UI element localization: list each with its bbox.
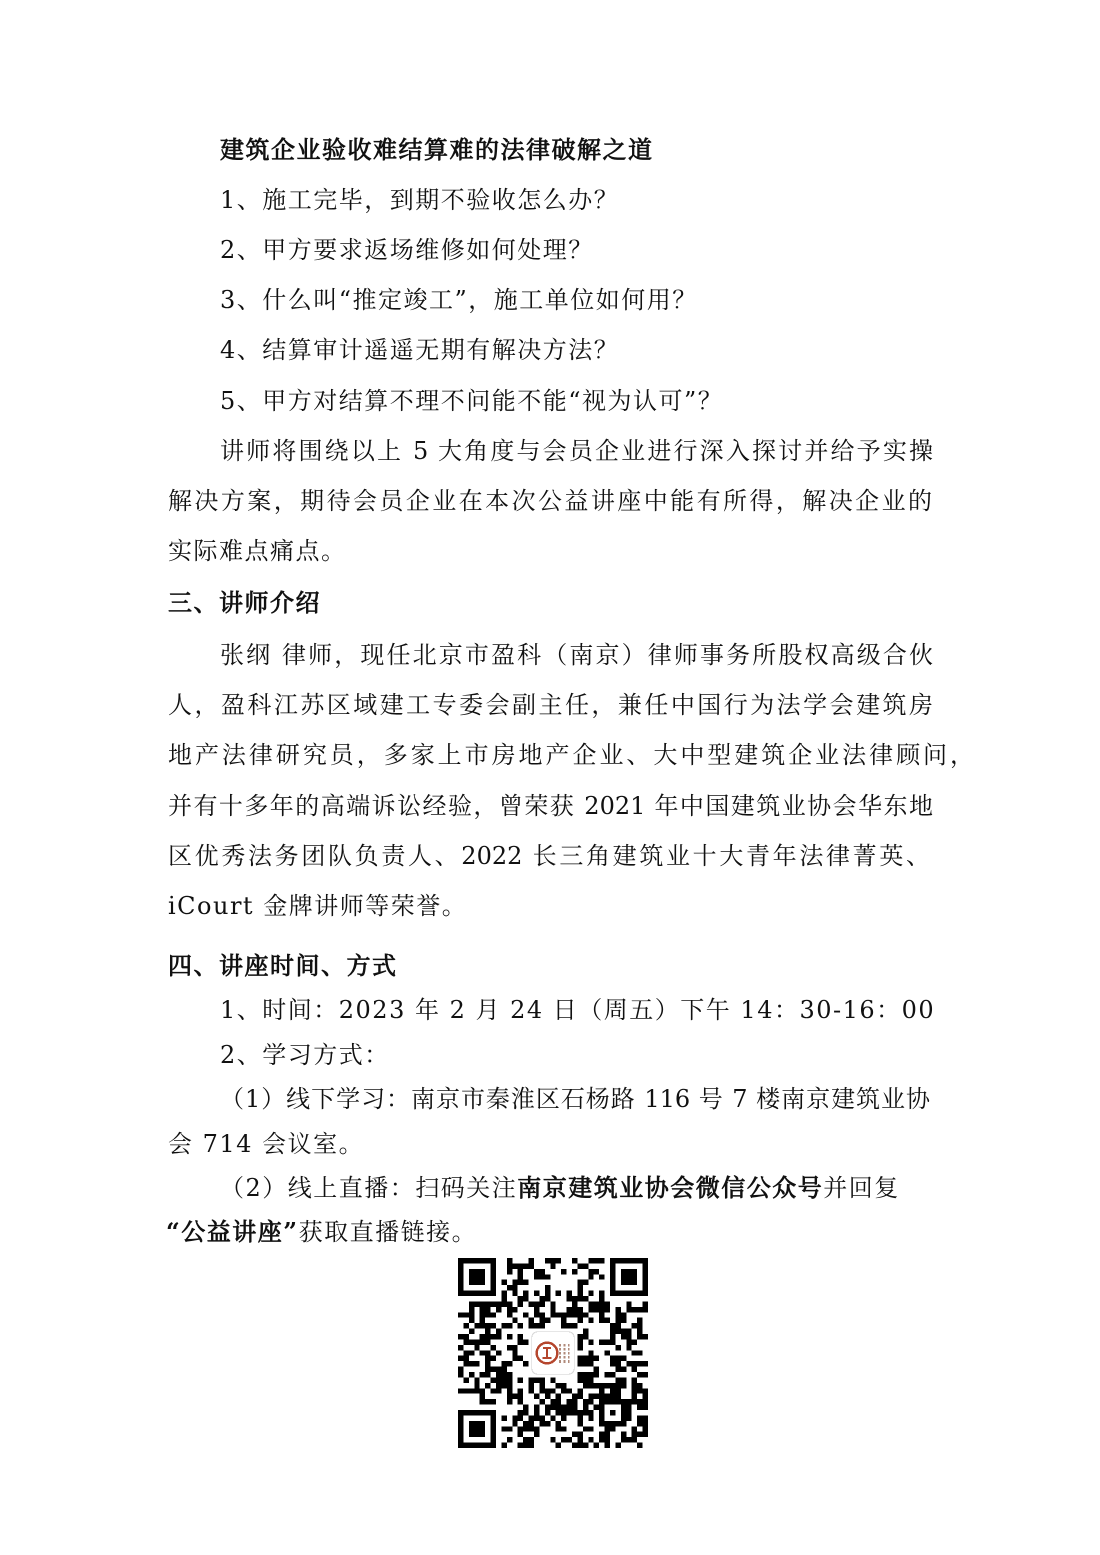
wechat-account-name: 南京建筑业协会微信公众号 — [517, 1173, 824, 1202]
question-item: 4、结算审计遥遥无期有解决方法？ — [220, 336, 620, 364]
question-item: 2、甲方要求返场维修如何处理？ — [220, 236, 594, 264]
qr-alignment-pattern — [599, 1399, 626, 1426]
question-item: 3、什么叫“推定竣工”，施工单位如何用？ — [220, 286, 698, 314]
speaker-bio-line: 地产法律研究员，多家上市房地产企业、大中型建筑企业法律顾问， — [168, 741, 974, 769]
online-live-line — [220, 1173, 900, 1203]
online-live-suffix: 获取直播链接。 — [298, 1218, 478, 1246]
section-heading-schedule: 四、讲座时间、方式 — [168, 951, 398, 980]
intro-paragraph-line: 解决方案，期待会员企业在本次公益讲座中能有所得，解决企业的 — [168, 487, 932, 515]
question-item: 1、施工完毕，到期不验收怎么办？ — [220, 186, 620, 214]
online-live-prefix: （2）线上直播：扫码关注 — [220, 1174, 518, 1202]
study-method-label: 2、学习方式： — [220, 1041, 390, 1069]
reply-keyword: “公益讲座” — [166, 1217, 299, 1246]
section-heading-speaker: 三、讲师介绍 — [168, 588, 321, 617]
speaker-bio-line: 并有十多年的高端诉讼经验，曾荣获 2021 年中国建筑业协会华东地 — [168, 792, 933, 820]
online-live-suffix: 并回复 — [823, 1174, 900, 1202]
speaker-bio-line: 张纲 律师，现任北京市盈科（南京）律师事务所股权高级合伙 — [220, 641, 933, 669]
intro-paragraph-line: 讲师将围绕以上 5 大角度与会员企业进行深入探讨并给予实操 — [220, 437, 933, 465]
offline-study-line: 会 714 会议室。 — [168, 1130, 365, 1158]
lecture-time: 1、时间：2023 年 2 月 24 日（周五）下午 14：30-16：00 — [220, 996, 936, 1024]
online-live-line — [166, 1217, 477, 1247]
question-item: 5、甲方对结算不理不问能不能“视为认可”？ — [220, 387, 724, 415]
intro-paragraph-line: 实际难点痛点。 — [168, 537, 347, 565]
qr-code-icon — [458, 1258, 648, 1448]
speaker-bio-line: 区优秀法务团队负责人、2022 长三角建筑业十大青年法律菁英、 — [168, 842, 930, 870]
offline-study-line: （1）线下学习：南京市秦淮区石杨路 116 号 7 楼南京建筑业协 — [220, 1085, 930, 1113]
speaker-bio-line: 人，盈科江苏区域建工专委会副主任，兼任中国行为法学会建筑房 — [168, 691, 933, 719]
document-title: 建筑企业验收难结算难的法律破解之道 — [220, 135, 654, 164]
speaker-bio-line: iCourt 金牌讲师等荣誉。 — [168, 892, 468, 920]
